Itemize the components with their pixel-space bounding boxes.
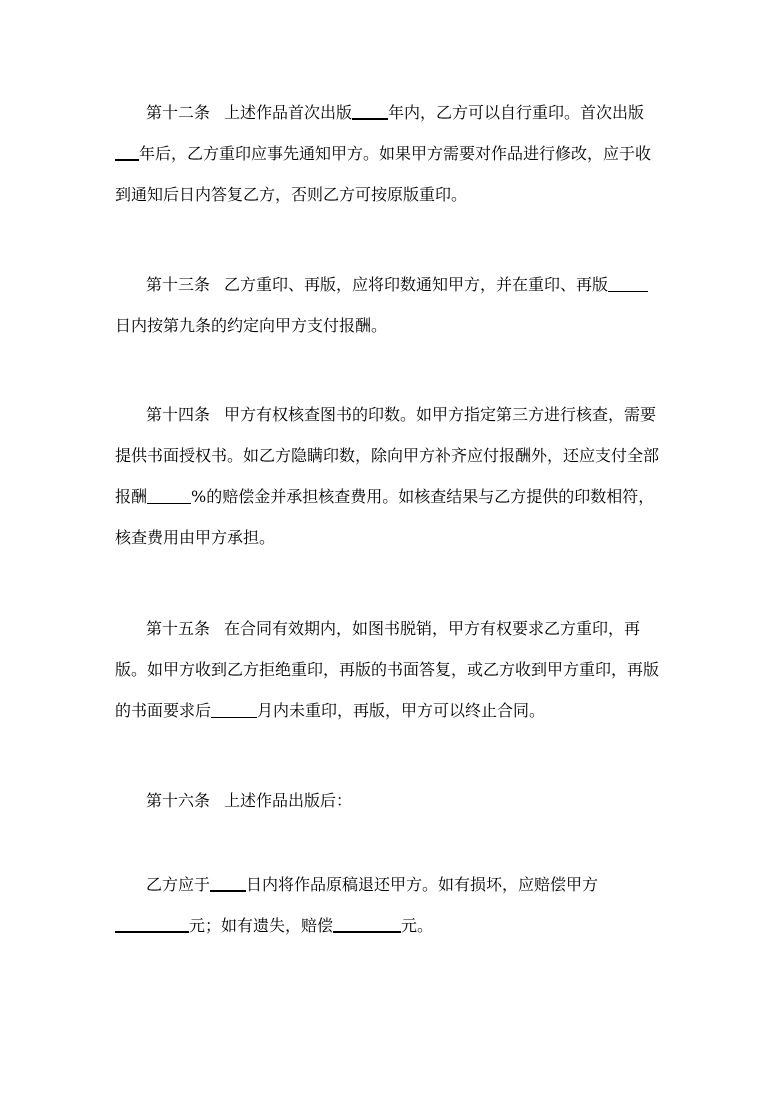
- clause-16-label: 第十六条: [146, 791, 211, 810]
- clause-12-text-2: 年内，乙方可以自行重印。首次出版: [388, 103, 645, 122]
- clause-15: [115, 608, 660, 731]
- clause-14-text-1: 甲方有权核查图书的印数。如甲方指定第三方进行核查，需要提供书面授权书。如乙方隐瞒印数，除向甲方补齐应付报酬外，还应支付全部报酬: [115, 405, 660, 506]
- clause-15-text-2: 月内未重印，再版，甲方可以终止合同。: [257, 701, 546, 720]
- clause-16a-blank-damage-amount[interactable]: [115, 931, 189, 933]
- clause-16a-text-1: 乙方应于: [146, 875, 211, 894]
- clause-15-text-1: 在合同有效期内，如图书脱销，甲方有权要求乙方重印，再版。如甲方收到乙方拒绝重印，再版的书面答复，或乙方收到甲方重印，再版的书面要求后: [115, 619, 660, 720]
- clause-12-blank-years[interactable]: [352, 118, 388, 120]
- clause-14-text-2: %的赔偿金并承担核查费用。如核查结果与乙方提供的印数相符，核查费用由甲方承担。: [115, 487, 655, 547]
- clause-14-blank-percent[interactable]: [147, 503, 191, 504]
- clause-16a-text-2: 日内将作品原稿退还甲方。如有损坏，应赔偿甲方: [246, 875, 599, 894]
- clause-13: [115, 264, 660, 346]
- clause-12-label: 第十二条: [146, 103, 211, 122]
- clause-16a-blank-loss-amount[interactable]: [333, 931, 401, 933]
- clause-16a-blank-days[interactable]: [210, 890, 246, 892]
- clause-16a-text-4: 元。: [401, 916, 434, 935]
- clause-13-text-1: 乙方重印、再版，应将印数通知甲方，并在重印、再版: [224, 275, 609, 294]
- clause-16-text-1: 上述作品出版后：: [224, 791, 353, 810]
- clause-14-label: 第十四条: [146, 405, 211, 424]
- clause-12-text-1: 上述作品首次出版: [224, 103, 353, 122]
- clause-16: [146, 780, 352, 821]
- clause-13-label: 第十三条: [146, 275, 211, 294]
- clause-12-blank-years-2[interactable]: [115, 159, 139, 161]
- clause-16-subparagraph: [115, 864, 660, 946]
- clause-14: [115, 394, 660, 558]
- clause-13-text-2: 日内按第九条的约定向甲方支付报酬。: [115, 316, 388, 335]
- clause-12: [115, 92, 660, 215]
- clause-15-label: 第十五条: [146, 619, 211, 638]
- clause-13-blank-days[interactable]: [608, 291, 648, 292]
- clause-12-text-3: 年后，乙方重印应事先通知甲方。如果甲方需要对作品进行修改，应于收到通知后日内答复乙方，否则乙方可按原版重印。: [115, 144, 652, 204]
- clause-15-blank-months[interactable]: [211, 717, 257, 718]
- clause-16a-text-3: 元；如有遗失，赔偿: [189, 916, 334, 935]
